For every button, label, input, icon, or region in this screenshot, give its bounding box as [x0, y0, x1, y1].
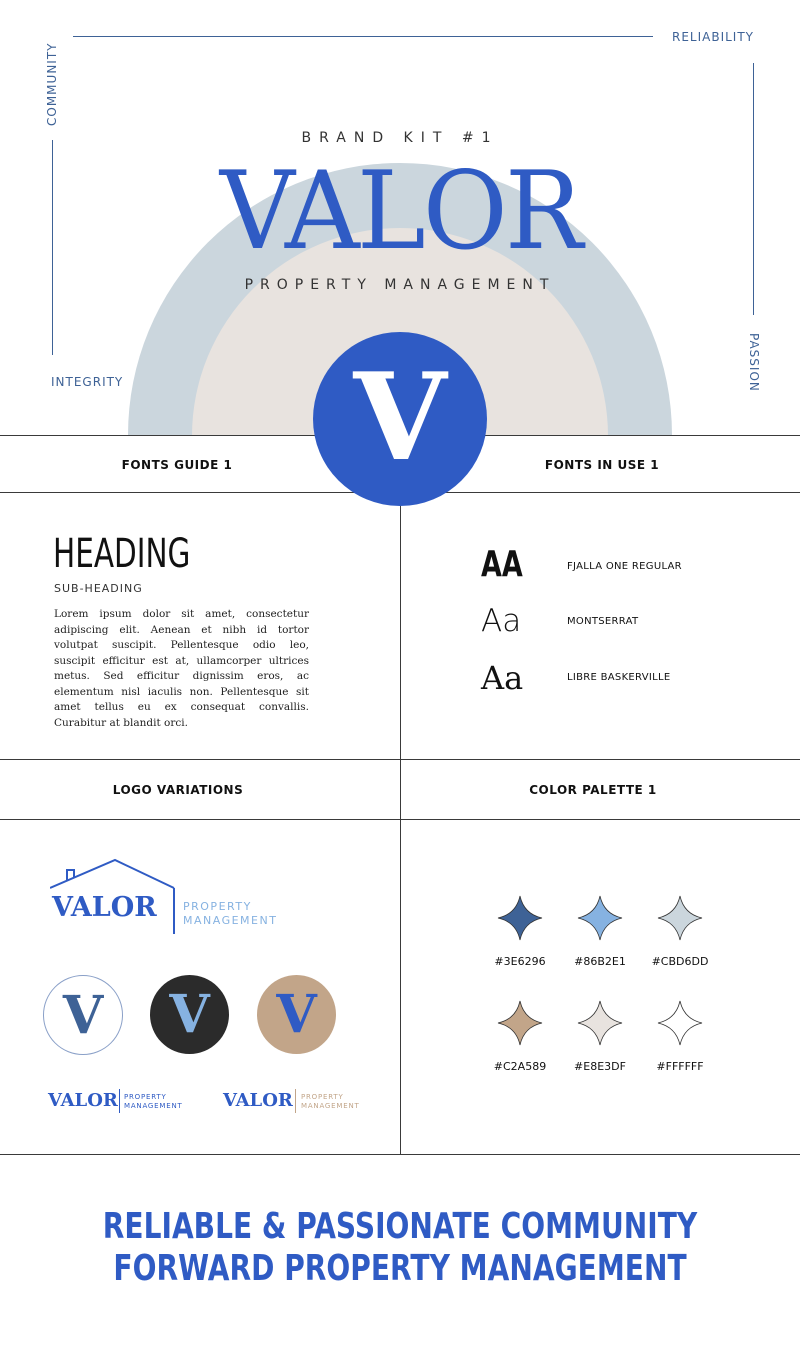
value-passion: PASSION — [747, 333, 761, 392]
font-sample-montserrat: Aa — [481, 603, 522, 639]
font-name-fjalla: FJALLA ONE REGULAR — [567, 561, 682, 572]
swatch-star-icon — [576, 894, 624, 942]
swatch-star-icon — [496, 894, 544, 942]
logo-horizontal-tagline-2: MANAGEMENT — [124, 1102, 183, 1110]
font-sample-fjalla: AA — [481, 544, 523, 585]
logo-horizontal-wordmark: VALOR — [48, 1090, 118, 1111]
swatch-star-icon — [496, 999, 544, 1047]
logo-horizontal-tagline-alt-1: PROPERTY — [301, 1093, 344, 1101]
logo-main-tagline-1: PROPERTY — [183, 900, 252, 913]
swatch-hex-label: #C2A589 — [493, 1060, 547, 1073]
swatch-hex-label: #3E6296 — [494, 955, 546, 968]
logo-variations-title: LOGO VARIATIONS — [112, 783, 244, 797]
logo-separator — [295, 1089, 296, 1113]
sample-heading: HEADING — [53, 531, 191, 577]
sample-subheading: SUB-HEADING — [54, 582, 143, 595]
value-community: COMMUNITY — [45, 42, 59, 126]
divider — [0, 1154, 800, 1155]
logo-circle-white — [43, 975, 123, 1055]
font-sample-baskerville: Aa — [481, 659, 524, 697]
logo-circle-letter: V — [169, 984, 210, 1045]
logo-horizontal-tagline-1: PROPERTY — [124, 1093, 167, 1101]
brand-wordmark: VALOR — [219, 149, 581, 274]
swatch-star-icon — [656, 894, 704, 942]
logo-horizontal-wordmark-alt: VALOR — [223, 1090, 293, 1111]
logo-circle-tan — [257, 975, 336, 1054]
brand-tagline: PROPERTY MANAGEMENT — [244, 277, 556, 293]
swatch-hex-label: #E8E3DF — [574, 1060, 626, 1073]
sample-body-text: Lorem ipsum dolor sit amet, consectetur adipiscing elit. Aenean et nibh id tortor volutpat suscipit. Pellentesque odio leo, suscipit efficitur est at, ullamcorper ultrices metus. Sed efficitur dignissim eros, ac elementum nisl iaculis non. Pellentesque sit amet tellus eu ex consequat convallis. Curabitur at blandit orci. — [54, 608, 309, 729]
slogan-line-1: RELIABLE & PASSIONATE COMMUNITY — [102, 1206, 698, 1247]
swatch-hex-label: #CBD6DD — [651, 955, 709, 968]
monogram-letter: V — [353, 347, 447, 488]
logo-circle-dark — [150, 975, 229, 1054]
monogram-badge — [313, 332, 487, 506]
logo-circle-letter: V — [276, 984, 317, 1045]
swatch-hex-label: #FFFFFF — [656, 1060, 704, 1073]
logo-circle-letter: V — [62, 985, 104, 1046]
swatch-star-icon — [576, 999, 624, 1047]
font-name-montserrat: MONTSERRAT — [567, 616, 639, 627]
brand-kit-label: BRAND KIT #1 — [301, 130, 499, 146]
swatch-star-icon — [656, 999, 704, 1047]
fonts-guide-title: FONTS GUIDE 1 — [121, 458, 233, 472]
logo-horizontal-tagline-alt-2: MANAGEMENT — [301, 1102, 360, 1110]
color-palette-title: COLOR PALETTE 1 — [529, 783, 657, 797]
frame-top-line — [73, 36, 653, 37]
fonts-in-use-title: FONTS IN USE 1 — [544, 458, 660, 472]
value-integrity: INTEGRITY — [51, 375, 124, 389]
logo-main-tagline-2: MANAGEMENT — [183, 914, 278, 927]
swatch-hex-label: #86B2E1 — [574, 955, 626, 968]
slogan-line-2: FORWARD PROPERTY MANAGEMENT — [113, 1248, 687, 1289]
logo-separator — [119, 1089, 120, 1113]
logo-main-wordmark: VALOR — [52, 892, 157, 923]
value-reliability: RELIABILITY — [672, 30, 755, 44]
divider — [400, 505, 401, 1154]
font-name-baskerville: LIBRE BASKERVILLE — [567, 672, 671, 683]
